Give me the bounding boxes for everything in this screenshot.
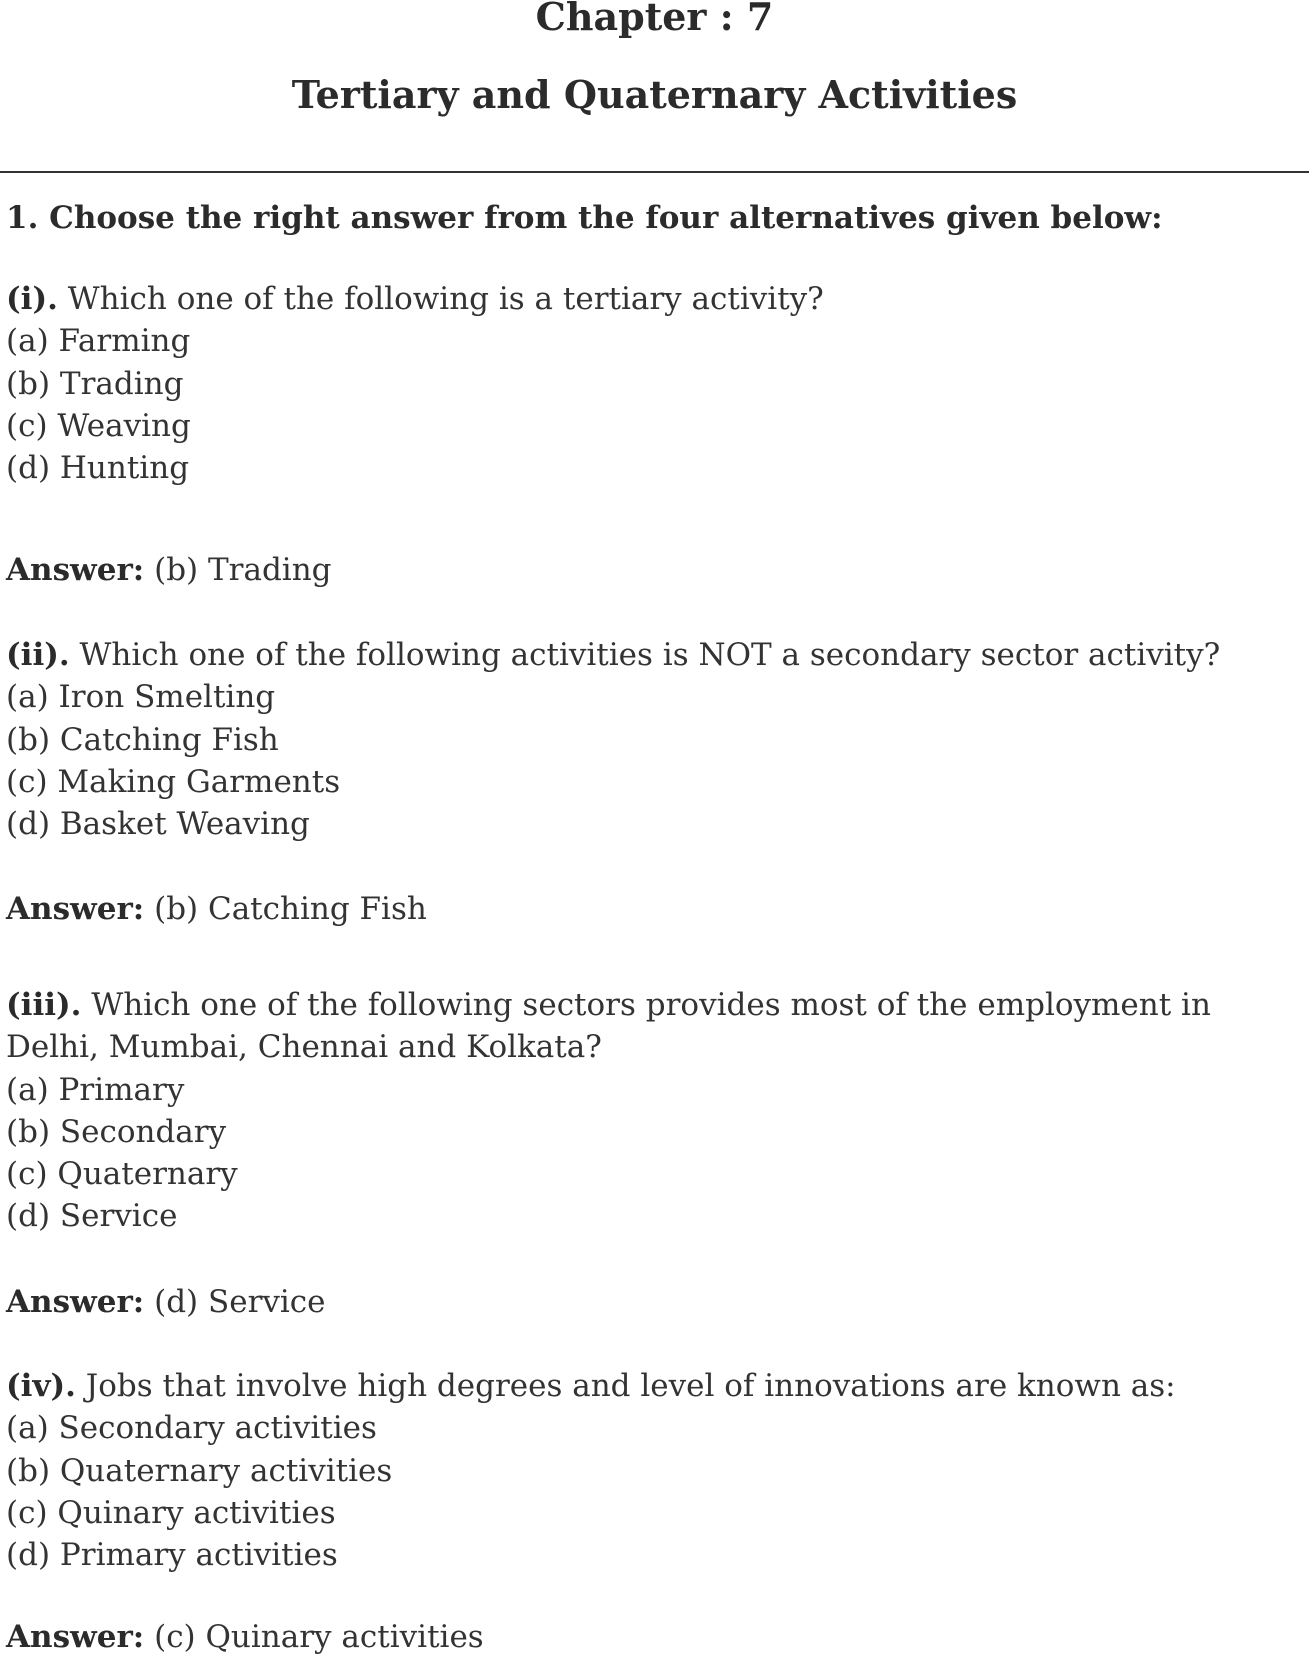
option-c: (c) Making Garments [6, 763, 341, 800]
chapter-number: Chapter : 7 [535, 0, 774, 39]
answer-value: (b) Trading [154, 552, 332, 588]
section-instruction: 1. Choose the right answer from the four alternatives given below: [6, 200, 1163, 236]
answer-label: Answer: [6, 1619, 145, 1655]
answer-value: (c) Quinary activities [154, 1619, 484, 1655]
answer-value: (d) Service [154, 1284, 326, 1320]
answer-value: (b) Catching Fish [154, 891, 427, 927]
question-number: (ii). [6, 637, 70, 673]
answer-4 [6, 1616, 484, 1658]
answer-label: Answer: [6, 891, 145, 927]
question-prompt: Which one of the following is a tertiary activity? [67, 281, 824, 317]
option-d: (d) Hunting [6, 450, 190, 487]
question-1 [6, 278, 1296, 489]
option-c: (c) Quinary activities [6, 1494, 336, 1531]
chapter-title: Tertiary and Quaternary Activities [291, 72, 1018, 117]
option-d: (d) Basket Weaving [6, 806, 310, 843]
answer-1 [6, 549, 332, 591]
option-b: (b) Secondary [6, 1113, 227, 1150]
option-b: (b) Catching Fish [6, 721, 279, 758]
question-text [6, 1365, 1296, 1407]
question-number: (i). [6, 281, 58, 317]
question-3 [6, 984, 1296, 1238]
answer-3 [6, 1281, 326, 1323]
question-text [6, 634, 1296, 676]
question-number: (iv). [6, 1368, 76, 1404]
option-b: (b) Quaternary activities [6, 1452, 393, 1489]
option-b: (b) Trading [6, 365, 184, 402]
question-text [6, 278, 1296, 320]
question-text [6, 984, 1296, 1069]
option-d: (d) Service [6, 1198, 178, 1235]
question-prompt: Which one of the following sectors provides most of the employment in Delhi, Mumbai, Chennai and Kolkata? [6, 987, 1211, 1066]
answer-label: Answer: [6, 1284, 145, 1320]
option-a: (a) Iron Smelting [6, 679, 276, 716]
option-a: (a) Farming [6, 323, 191, 360]
answer-2 [6, 888, 427, 930]
question-prompt: Jobs that involve high degrees and level of innovations are known as: [85, 1368, 1176, 1404]
option-c: (c) Quaternary [6, 1156, 238, 1193]
question-2 [6, 634, 1296, 845]
answer-label: Answer: [6, 552, 145, 588]
question-prompt: Which one of the following activities is NOT a secondary sector activity? [79, 637, 1221, 673]
question-number: (iii). [6, 987, 82, 1023]
header-divider [0, 171, 1309, 173]
option-a: (a) Secondary activities [6, 1410, 377, 1447]
question-4 [6, 1365, 1296, 1576]
option-a: (a) Primary [6, 1071, 185, 1108]
option-d: (d) Primary activities [6, 1537, 338, 1574]
option-c: (c) Weaving [6, 407, 191, 444]
